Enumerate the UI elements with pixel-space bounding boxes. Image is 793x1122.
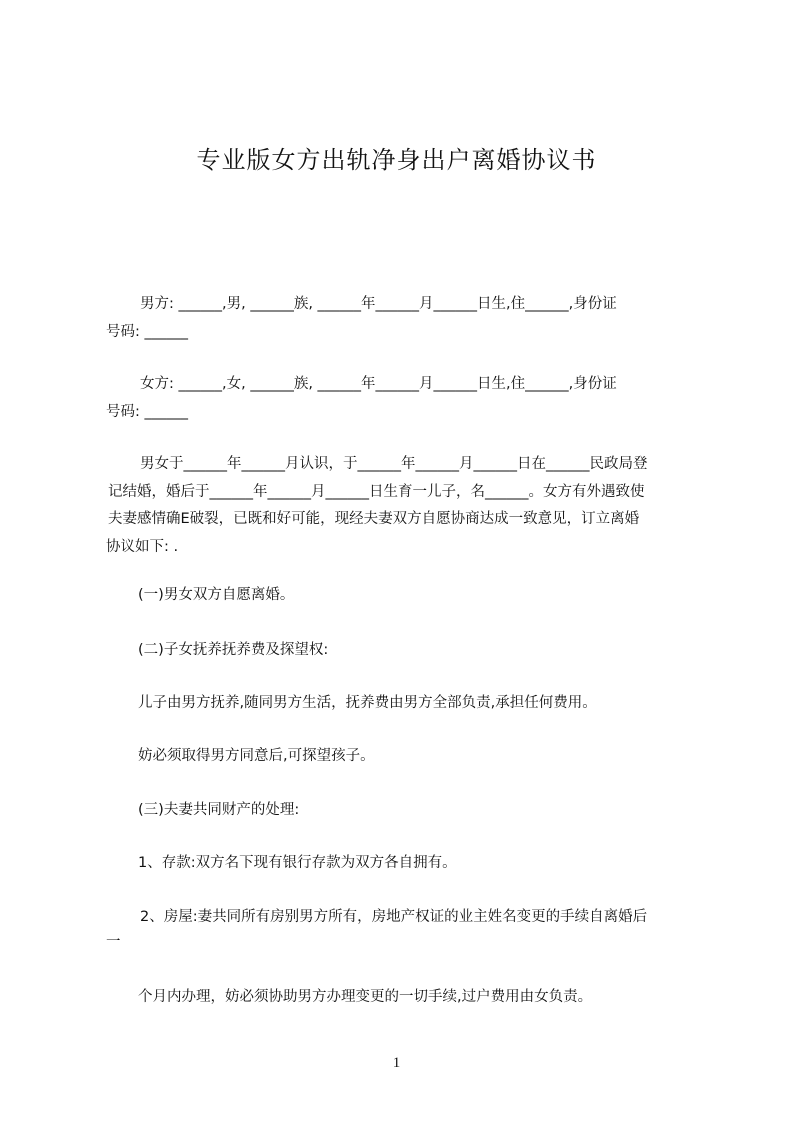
page-number: 1	[392, 1055, 401, 1071]
clause-1: (一)男女双方自愿离婚。	[138, 587, 295, 603]
clause-2-text-1: 儿子由男方抚养,随同男方生活，抚养费由男方全部负责,承担任何费用。	[138, 695, 597, 711]
clause-3-heading: (三)夫妻共同财产的处理:	[138, 802, 300, 818]
item-1-deposits: 1、存款:双方名下现有银行存款为双方各自拥有。	[138, 855, 457, 871]
woman-info-line-1: 女方: ______,女, ______族, ______年______月______日生,住______,身份证	[140, 376, 617, 392]
item-2-house-line-2: 一	[106, 934, 121, 950]
intro-line-2: 记结婚，婚后于______年______月______日生育一儿子，名______。女方有外遇致使	[108, 484, 645, 500]
man-info-line-1: 男方: ______,男, ______族, ______年______月______日生,住______,身份证	[140, 296, 617, 312]
man-info-line-2: 号码: ______	[106, 324, 188, 340]
intro-line-4: 协议如下: .	[106, 539, 179, 555]
clause-2-heading: (二)子女抚养抚养费及探望权:	[138, 642, 329, 658]
clause-2-text-2: 妨必须取得男方同意后,可探望孩子。	[138, 748, 375, 764]
item-2-house-line-3: 个月内办理，妨必须协助男方办理变更的一切手续,过户费用由女负责。	[138, 989, 593, 1005]
intro-line-1: 男女于______年______月认识，于______年______月______日在______民政局登	[140, 456, 648, 472]
intro-line-3: 夫妻感情确E破裂，已既和好可能，现经夫妻双方自愿协商达成一致意见，订立离婚	[108, 511, 640, 527]
item-2-house-line-1: 2、房屋:妻共同所有房别男方所有，房地产权证的业主姓名变更的手续自离婚后	[140, 909, 648, 925]
woman-info-line-2: 号码: ______	[106, 404, 188, 420]
document-title: 专业版女方出轨净身出户离婚协议书	[196, 146, 597, 174]
